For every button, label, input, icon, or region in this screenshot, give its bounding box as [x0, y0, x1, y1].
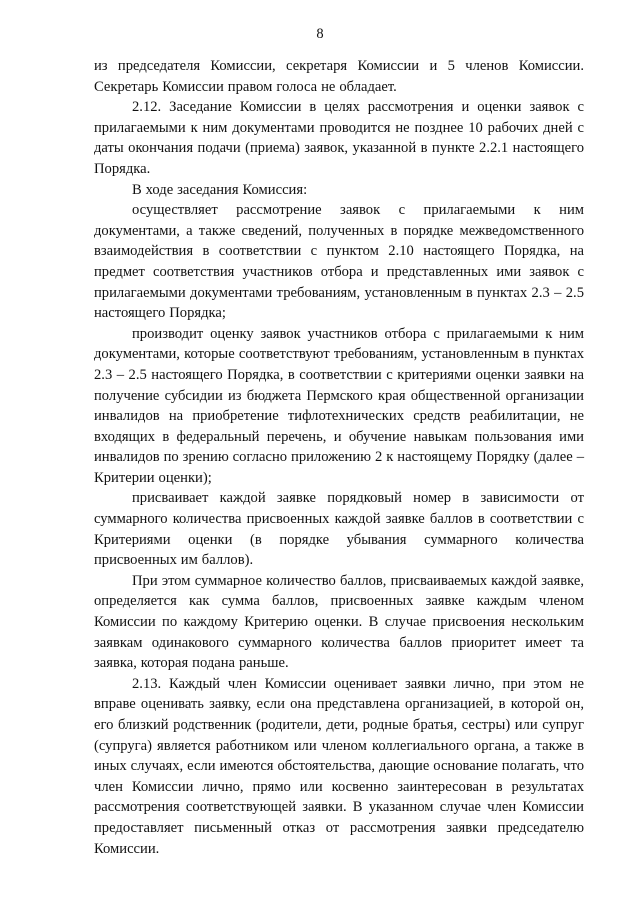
paragraph-2-12: 2.12. Заседание Комиссии в целях рассмотрения и оценки заявок с прилагаемыми к ним документами проводится не позднее 10 рабочих дней с даты окончания подачи (приема) заявок, указанной в пункте 2.2.1 настоящего Порядка. — [94, 99, 584, 177]
paragraph-continuation: из председателя Комиссии, секретаря Комиссии и 5 членов Комиссии. Секретарь Комиссии правом голоса не обладает. — [94, 58, 584, 95]
paragraph-score-sum: При этом суммарное количество баллов, присваиваемых каждой заявке, определяется как сумма баллов, присвоенных заявке каждым членом Комиссии по каждому Критерию оценки. В случае присвоения нескольким заявкам одинакового суммарного количества баллов приоритет имеет та заявка, которая подана раньше. — [94, 572, 584, 672]
paragraph-evaluation: производит оценку заявок участников отбора с прилагаемыми к ним документами, которые соответствуют требованиям, установленным в пунктах 2.3 – 2.5 настоящего Порядка, в соответствии с критериями оценки заявки на получение субсидии из бюджета Пермского края общественной организации инвалидов на приобретение тифлотехнических средств реабилитации, не входящих в федеральный перечень, и обучение навыкам пользования ими инвалидов по зрению согласно приложению 2 к настоящему Порядку (далее – Критерии оценки); — [94, 325, 584, 486]
page-number: 8 — [316, 26, 324, 42]
paragraph-meeting-intro: В ходе заседания Комиссия: — [132, 181, 308, 198]
document-body — [94, 56, 584, 859]
paragraph-review: осуществляет рассмотрение заявок с прилагаемыми к ним документами, а также сведений, полученных в порядке межведомственного взаимодействия в соответствии с пунктом 2.10 настоящего Порядка, на предмет соответствия участников отбора и представленных ими заявок с прилагаемыми документами требованиям, установленным в пунктах 2.3 – 2.5 настоящего Порядка; — [94, 202, 584, 322]
paragraph-ranking: присваивает каждой заявке порядковый номер в зависимости от суммарного количества присвоенных каждой заявке баллов в соответствии с Критериями оценки (в порядке убывания суммарного количества присвоенных им баллов). — [94, 490, 584, 569]
paragraph-2-13: 2.13. Каждый член Комиссии оценивает заявки лично, при этом не вправе оценивать заявку, если она представлена организацией, в которой он, его близкий родственник (родители, дети, родные братья, сестры) или супруг (супруга) является работником или членом коллегиального органа, а также в иных случаях, если имеются обстоятельства, дающие основание полагать, что член Комиссии лично, прямо или косвенно заинтересован в результатах рассмотрения соответствующей заявки. В указанном случае член Комиссии предоставляет письменный отказ от рассмотрения заявки председателю Комиссии. — [94, 675, 584, 857]
